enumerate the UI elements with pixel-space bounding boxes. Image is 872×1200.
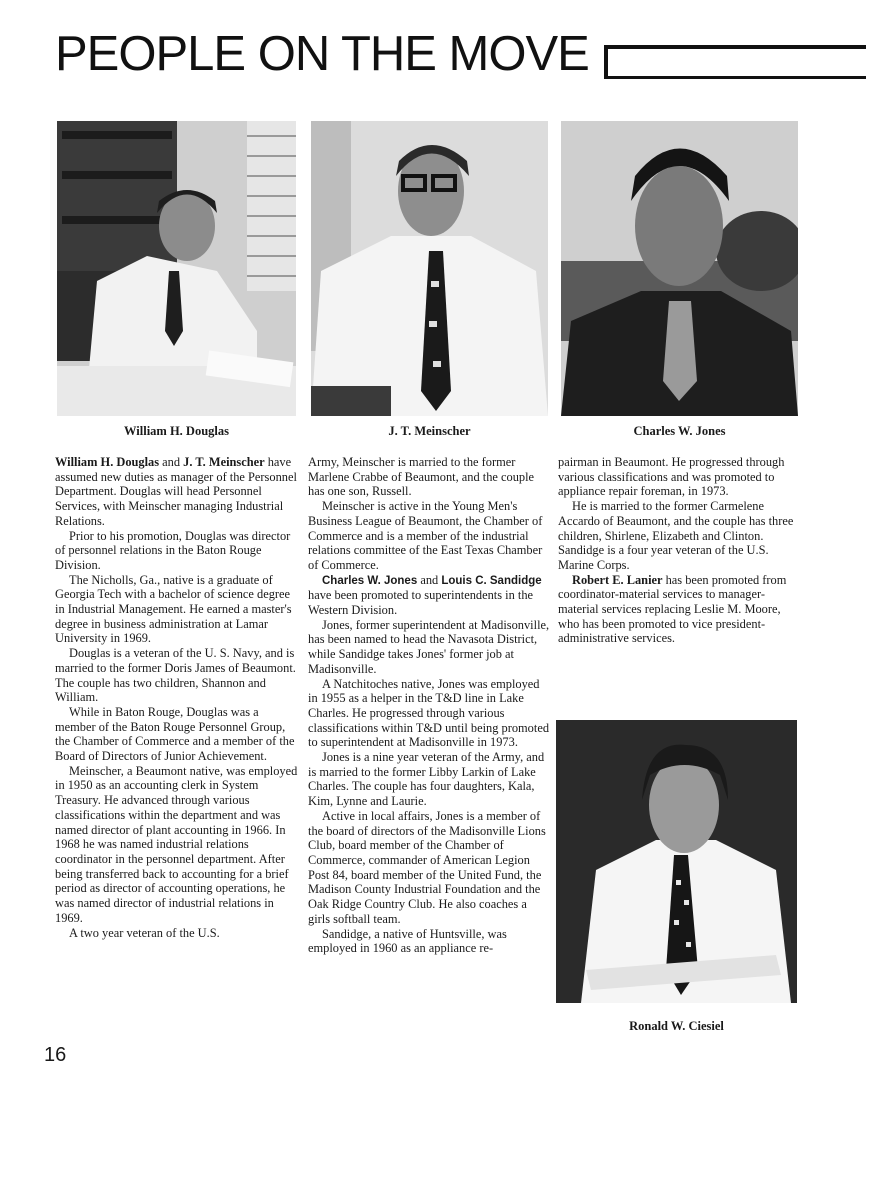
- column1-paragraph: While in Baton Rouge, Douglas was a member of the Baton Rouge Personnel Group, the Chamber of Commerce and a member of the Board of Directors of Junior Achievement.: [55, 704, 295, 764]
- lead-name-lanier: Robert E. Lanier: [572, 572, 663, 587]
- column1-paragraph: Meinscher, a Beaumont native, was employed in 1950 as an accounting clerk in System Treasury. He advanced through various classifications within the department and was named director of plant accounting in 1966. In 1968 he was named industrial relations coordinator in the personnel department. After being transferred back to accounting for a brief period as director of accounting operations, he was named director of industrial relations in 1969.: [55, 763, 298, 925]
- column2-paragraph: Sandidge, a native of Huntsville, was employed in 1960 as an appliance re-: [308, 926, 507, 956]
- column2-paragraph: Meinscher is active in the Young Men's Business League of Beaumont, the Chamber of Commerce and is a member of the industrial relations committee of the East Texas Chamber of Commerce.: [308, 499, 543, 572]
- photo-william-douglas: [57, 121, 296, 416]
- page-title: PEOPLE ON THE MOVE: [55, 27, 589, 81]
- photo-charles-jones: [561, 121, 798, 416]
- caption-william-douglas: William H. Douglas: [124, 424, 229, 438]
- column1-paragraph: The Nicholls, Ga., native is a graduate of Georgia Tech with a bachelor of science degree in Industrial Management. He earned a master's degree in business administration at Lamar University in 1969.: [55, 572, 292, 646]
- page-number: 16: [44, 1044, 67, 1066]
- column1-paragraph: Prior to his promotion, Douglas was director of personnel relations in the Baton Rouge Division.: [55, 528, 291, 572]
- column2-paragraph: Charles W. Jones and Louis C. Sandidge have been promoted to superintendents in the Western Division.: [308, 572, 542, 618]
- article-column-3: [558, 455, 798, 646]
- lead-name-sandidge: Louis C. Sandidge: [441, 574, 542, 587]
- article-column-2: [308, 455, 551, 956]
- caption-jt-meinscher: J. T. Meinscher: [388, 424, 471, 438]
- column2-paragraph: Jones is a nine year veteran of the Army, and is married to the former Libby Larkin of Lake Charles. The couple has four daughters, Kala, Kim, Lynne and Laurie.: [308, 750, 545, 809]
- column2-paragraph: Army, Meinscher is married to the former Marlene Crabbe of Beaumont, and the couple has one son, Russell.: [308, 455, 535, 499]
- article-column-1: [55, 455, 298, 940]
- column1-paragraph: William H. Douglas and J. T. Meinscher have assumed new duties as manager of the Personnel Department. Douglas will head Personnel Services, with Meinscher managing Industrial Relations.: [55, 455, 297, 528]
- column3-paragraph: Robert E. Lanier has been promoted from coordinator-material services to manager-material services replacing Leslie M. Moore, who has been promoted to vice president-administrative services.: [558, 572, 787, 646]
- lead-name-douglas: William H. Douglas: [55, 455, 160, 469]
- column2-paragraph: A Natchitoches native, Jones was employed in 1955 as a helper in the T&D line in Lake Charles. He progressed through various classifications within T&D until being promoted to superintendent at Madisonville in 1973.: [308, 676, 550, 750]
- column2-paragraph: Jones, former superintendent at Madisonville, has been named to head the Navasota District, while Sandidge takes Jones' former job at Madisonville.: [308, 617, 550, 676]
- photo-jt-meinscher: [311, 121, 548, 416]
- caption-ronald-ciesiel: Ronald W. Ciesiel: [629, 1019, 724, 1033]
- lead-name-jones: Charles W. Jones: [322, 574, 418, 587]
- caption-charles-jones: Charles W. Jones: [633, 424, 726, 438]
- column1-paragraph: Douglas is a veteran of the U. S. Navy, and is married to the former Doris James of Beaumont. The couple has two children, Shannon and William.: [55, 646, 296, 705]
- column1-paragraph: A two year veteran of the U.S.: [69, 925, 220, 940]
- photo-ronald-ciesiel: [556, 720, 797, 1003]
- lead-name-meinscher: J. T. Meinscher: [183, 455, 265, 469]
- column3-paragraph: He is married to the former Carmelene Accardo of Beaumont, and the couple has three children, Shirlene, Elizabeth and Clinton. Sandidge is a four year veteran of the U.S. Marine Corps.: [558, 499, 794, 572]
- column2-paragraph: Active in local affairs, Jones is a member of the board of directors of the Madisonville Lions Club, board member of the Chamber of Commerce, commander of American Legion Post 84, board member of the United Fund, the Madison County Industrial Foundation and the Oak Ridge Country Club. He also coaches a girls softball team.: [308, 808, 546, 926]
- title-rule-decoration: [604, 45, 866, 79]
- column3-paragraph: pairman in Beaumont. He progressed through various classifications and was promoted to appliance repair foreman, in 1973.: [558, 455, 785, 499]
